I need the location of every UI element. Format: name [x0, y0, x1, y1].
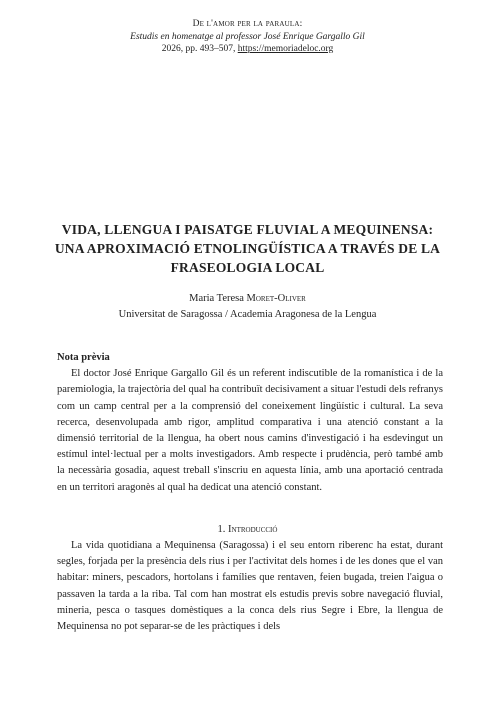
citation-line — [0, 43, 495, 56]
book-title: De l'amor per la paraula: — [192, 19, 303, 29]
introduction-section — [57, 538, 443, 635]
citation-link[interactable]: https://memoriadeloc.org — [237, 44, 334, 54]
section-title: Introducció — [228, 524, 278, 535]
section-number: 1. — [217, 524, 229, 535]
preliminary-note — [57, 350, 443, 496]
author-affiliation: Universitat de Saragossa / Academia Aragonesa de la Lengua — [118, 309, 377, 320]
section-heading — [0, 522, 495, 538]
article-title — [0, 220, 495, 277]
author-block — [0, 291, 495, 323]
author-name — [0, 291, 495, 307]
author-surname: Moret-Oliver — [246, 293, 306, 304]
article-title-line-2: UNA APROXIMACIÓ ETNOLINGÜÍSTICA A TRAVÉS DE LA — [54, 241, 441, 256]
note-paragraph: El doctor José Enrique Gargallo Gil és un referent indiscutible de la romanística i de la paremiologia, la trajectòria del qual ha contribuït decisivament a situar l'estudi dels refranys com un camp central per a la comprensió del coneixement lingüístic i cultural. La seva recerca, desenvolupada amb rigor, amplitud comparativa i una atenció constant a la dimensió territorial de la llengua, ha obert nous camins d'investigació i ha esdevingut un estímul intel·lectual per a molts investigadors. Amb respecte i prudència, però també amb la necessària gosadia, aquest treball s'inscriu en aquesta línia, amb una aportació centrada en un territori aragonès al qual ha dedicat una atenció constant. — [57, 368, 443, 493]
author-given-name: Maria Teresa — [189, 293, 247, 304]
running-header — [0, 18, 495, 56]
article-title-line-1: VIDA, LLENGUA I PAISATGE FLUVIAL A MEQUINENSA: — [61, 222, 434, 237]
citation-pages: 2026, pp. 493–507, — [161, 44, 238, 54]
note-heading: Nota prèvia — [57, 352, 110, 363]
introduction-paragraph: La vida quotidiana a Mequinensa (Saragossa) i el seu entorn riberenc ha estat, durant segles, forjada per la presència dels rius i per l'activitat dels homes i de les dones que el van habitar: miners, pescadors, hortolans i famílies que rentaven, feien bugada, treien l'aigua o passaven la tarda a la riba. Tal com han mostrat els estudis previs sobre navegació fluvial, mineria, pesca o tasques domèstiques a la conca dels rius Segre i Ebre, la llengua de Mequinensa no pot separar-se de les pràctiques i dels — [57, 540, 443, 633]
book-subtitle: Estudis en homenatge al professor José Enrique Gargallo Gil — [130, 31, 365, 42]
article-title-line-3: FRASEOLOGIA LOCAL — [170, 260, 325, 275]
